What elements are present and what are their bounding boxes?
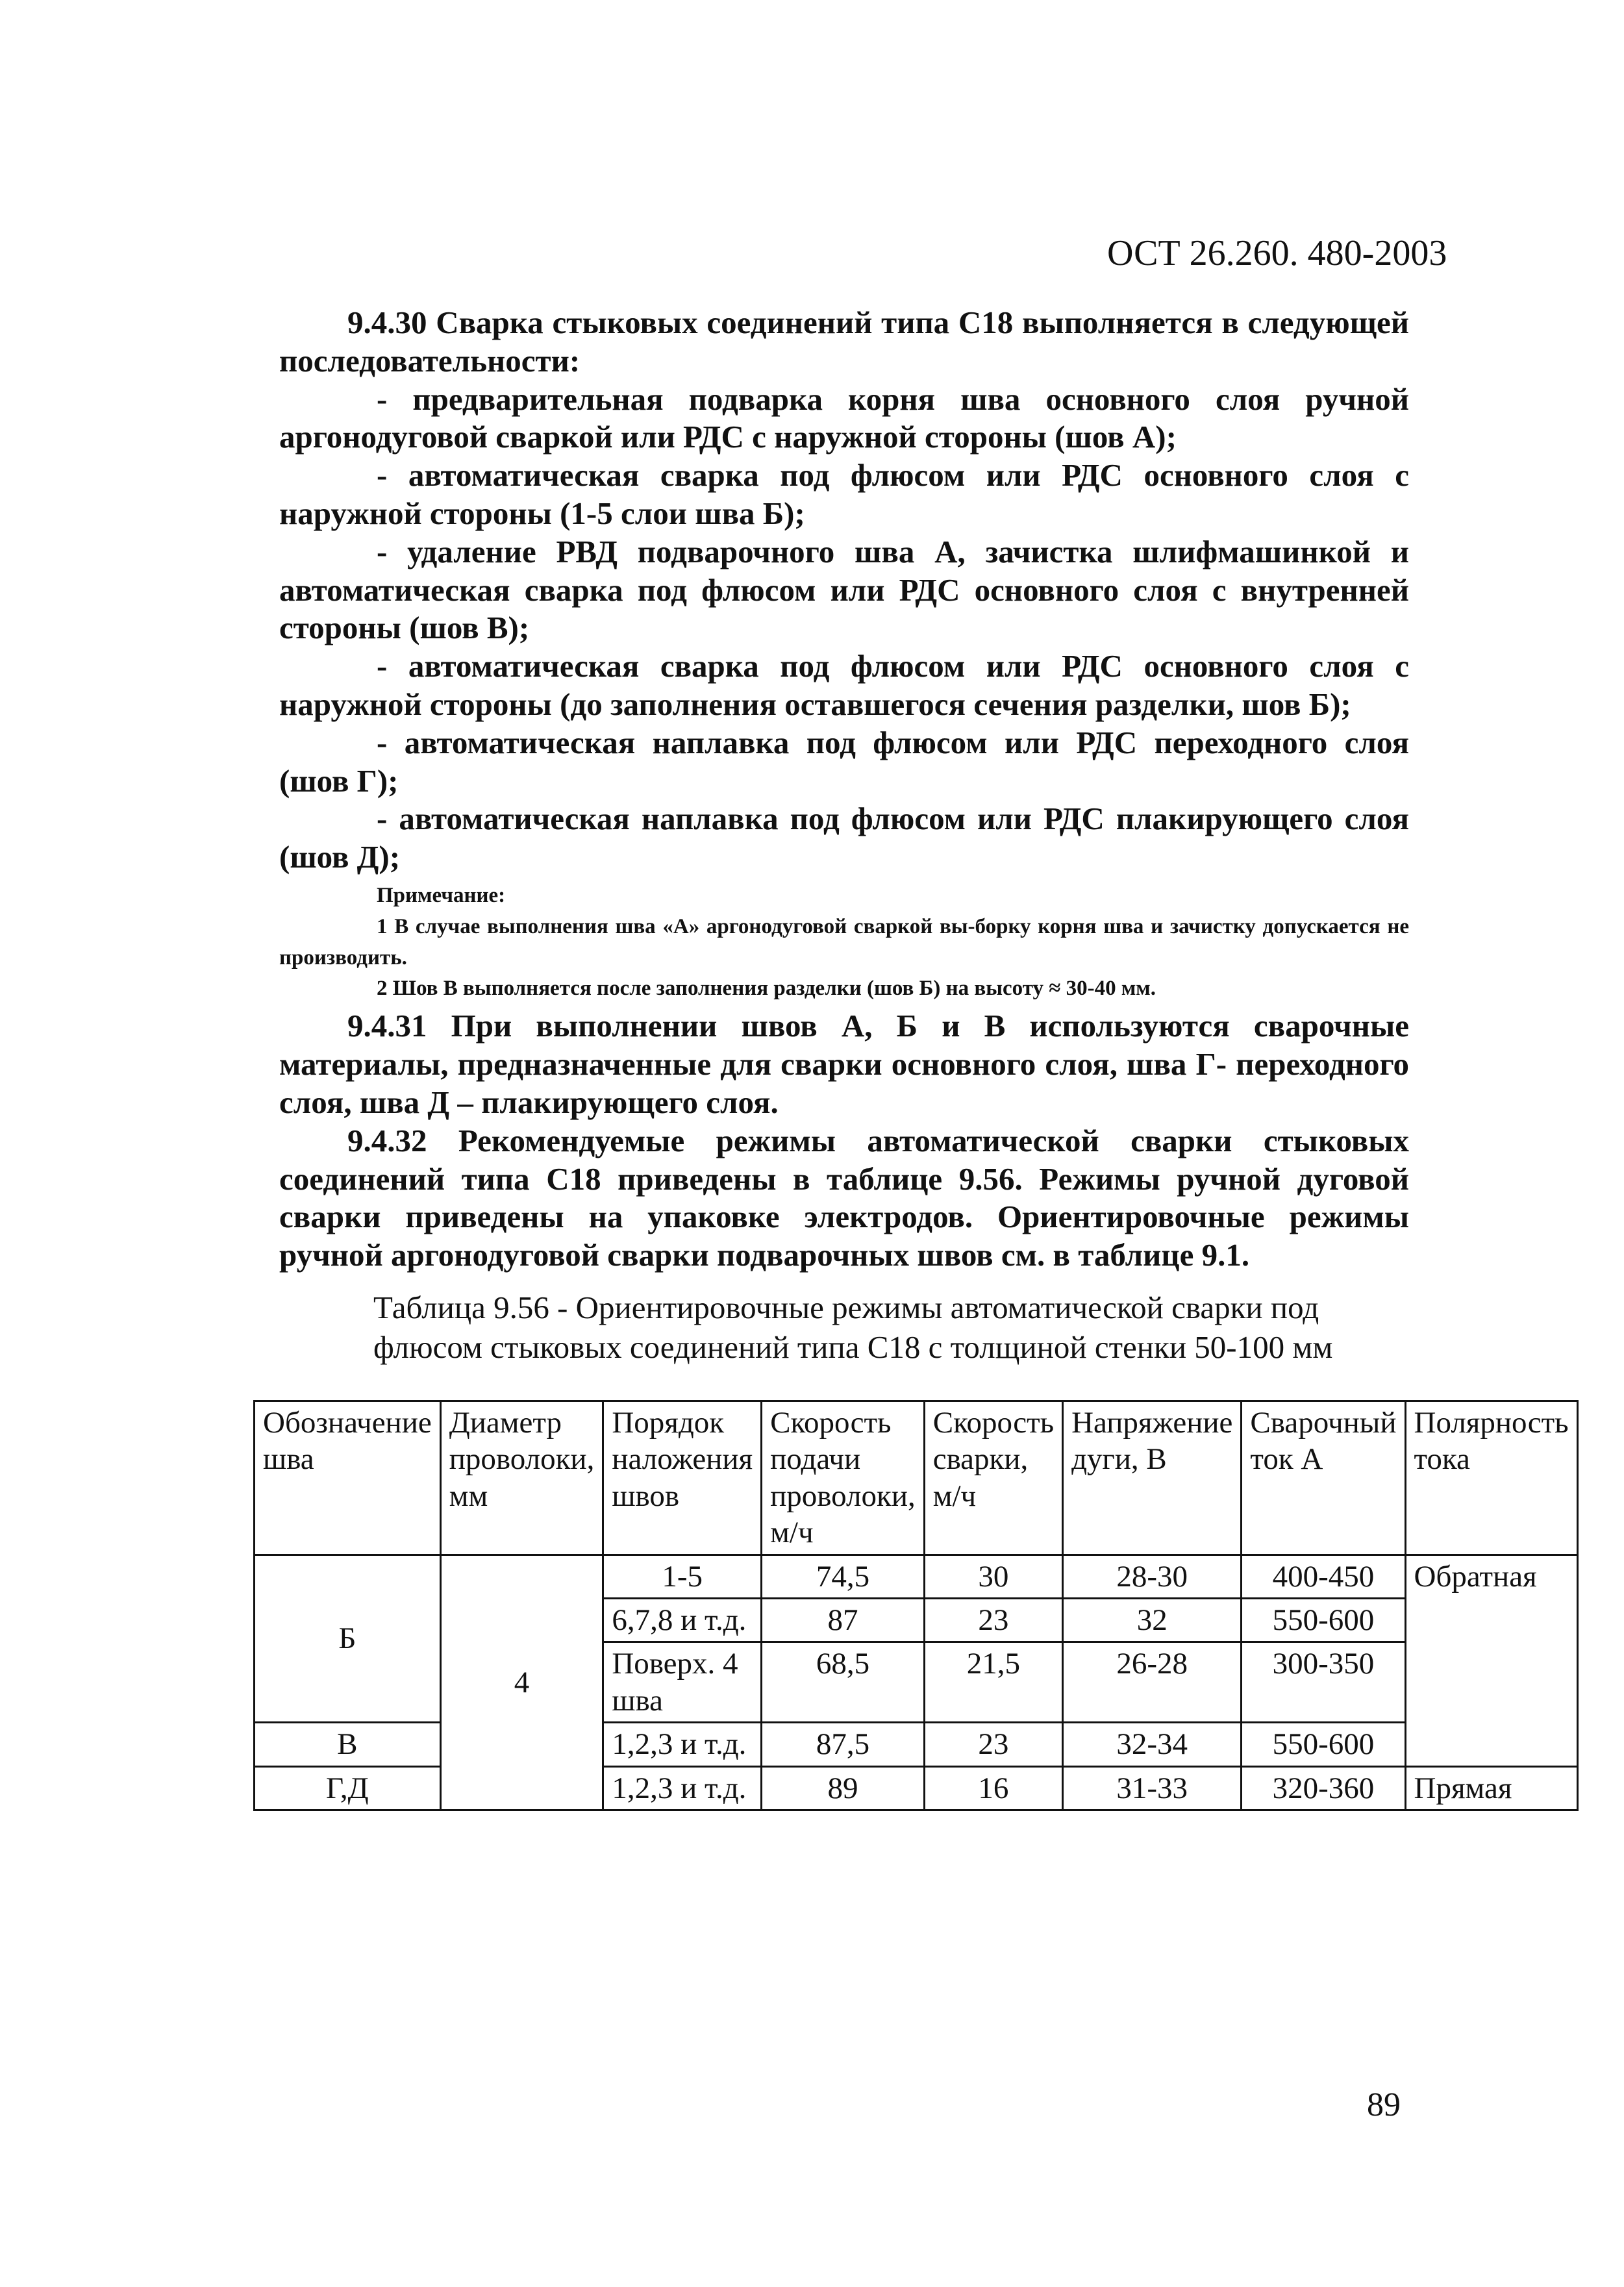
header-wire-diameter: Диаметр проволоки, мм	[440, 1401, 603, 1555]
current-cell: 400-450	[1242, 1555, 1405, 1598]
speed-cell: 21,5	[924, 1642, 1062, 1723]
welding-regimes-table	[253, 1400, 1579, 1811]
list-item: - предварительная подварка корня шва основного слоя ручной аргонодуговой сваркой или РДС с наружной стороны (шов А);	[279, 381, 1409, 455]
order-cell: 1,2,3 и т.д.	[603, 1766, 762, 1810]
speed-cell: 23	[924, 1598, 1062, 1642]
header-arc-voltage: Напряжение дуги, В	[1063, 1401, 1242, 1555]
table-row	[255, 1555, 1578, 1598]
polarity-cell: Обратная	[1405, 1555, 1577, 1766]
document-code: ОСТ 26.260. 480-2003	[1107, 233, 1447, 273]
paragraph-9-4-31: 9.4.31 При выполнении швов А, Б и В используются сварочные материалы, предназначенные для сварки основного слоя, шва Г- переходного слоя, шва Д – плакирующего слоя.	[279, 1008, 1409, 1120]
seam-cell: В	[255, 1723, 441, 1766]
header-wire-feed-speed: Скорость подачи проволоки, м/ч	[762, 1401, 925, 1555]
page-number: 89	[1367, 2086, 1401, 2123]
feed-cell: 87,5	[762, 1723, 925, 1766]
voltage-cell: 32-34	[1063, 1723, 1242, 1766]
current-cell: 550-600	[1242, 1723, 1405, 1766]
document-body	[279, 304, 1409, 1275]
note-item: 2 Шов В выполняется после заполнения разделки (шов Б) на высоту ≈ 30-40 мм.	[377, 977, 1156, 1001]
order-cell: 1,2,3 и т.д.	[603, 1723, 762, 1766]
feed-cell: 68,5	[762, 1642, 925, 1723]
header-welding-current: Сварочный ток А	[1242, 1401, 1405, 1555]
paragraph-9-4-32: 9.4.32 Рекомендуемые режимы автоматической сварки стыковых соединений типа С18 приведены в таблице 9.56. Режимы ручной дуговой сварки приведены на упаковке электродов. Ориентировочные режимы ручной аргонодуговой сварки подварочных швов см. в таблице 9.1.	[279, 1122, 1409, 1273]
voltage-cell: 26-28	[1063, 1642, 1242, 1723]
header-current-polarity: Полярность тока	[1405, 1401, 1577, 1555]
current-cell: 550-600	[1242, 1598, 1405, 1642]
note-block	[279, 881, 1409, 1005]
list-item: - автоматическая сварка под флюсом или РДС основного слоя с наружной стороны (до заполнения оставшегося сечения разделки, шов Б);	[279, 648, 1409, 722]
header-seam-order: Порядок наложения швов	[603, 1401, 762, 1555]
table-caption: Таблица 9.56 - Ориентировочные режимы автоматической сварки под флюсом стыковых соединений типа С18 с толщиной стенки 50-100 мм	[373, 1290, 1333, 1366]
header-seam-designation: Обозначение шва	[255, 1401, 441, 1555]
feed-cell: 74,5	[762, 1555, 925, 1598]
header-welding-speed: Скорость сварки, м/ч	[924, 1401, 1062, 1555]
order-cell: Поверх. 4 шва	[603, 1642, 762, 1723]
current-cell: 300-350	[1242, 1642, 1405, 1723]
speed-cell: 23	[924, 1723, 1062, 1766]
speed-cell: 16	[924, 1766, 1062, 1810]
order-cell: 1-5	[603, 1555, 762, 1598]
note-item: 1 В случае выполнения шва «А» аргонодуговой сваркой вы-борку корня шва и зачистку допускается не производить.	[279, 914, 1409, 969]
list-item: - автоматическая сварка под флюсом или РДС основного слоя с наружной стороны (1-5 слои шва Б);	[279, 457, 1409, 531]
paragraph-9-4-30: 9.4.30 Сварка стыковых соединений типа С18 выполняется в следующей последовательности:	[279, 305, 1409, 379]
seam-cell: Б	[255, 1555, 441, 1723]
polarity-cell: Прямая	[1405, 1766, 1577, 1810]
speed-cell: 30	[924, 1555, 1062, 1598]
list-item: - автоматическая наплавка под флюсом или РДС плакирующего слоя (шов Д);	[279, 801, 1409, 875]
list-item: - удаление РВД подварочного шва А, зачистка шлифмашинкой и автоматическая сварка под флюсом или РДС основного слоя с внутренней стороны (шов В);	[279, 533, 1409, 646]
order-cell: 6,7,8 и т.д.	[603, 1598, 762, 1642]
feed-cell: 89	[762, 1766, 925, 1810]
voltage-cell: 31-33	[1063, 1766, 1242, 1810]
list-item: - автоматическая наплавка под флюсом или РДС переходного слоя (шов Г);	[279, 724, 1409, 799]
voltage-cell: 32	[1063, 1598, 1242, 1642]
diameter-cell: 4	[440, 1555, 603, 1810]
note-title: Примечание:	[377, 883, 506, 907]
current-cell: 320-360	[1242, 1766, 1405, 1810]
voltage-cell: 28-30	[1063, 1555, 1242, 1598]
feed-cell: 87	[762, 1598, 925, 1642]
seam-cell: Г,Д	[255, 1766, 441, 1810]
table-header-row	[255, 1401, 1578, 1555]
